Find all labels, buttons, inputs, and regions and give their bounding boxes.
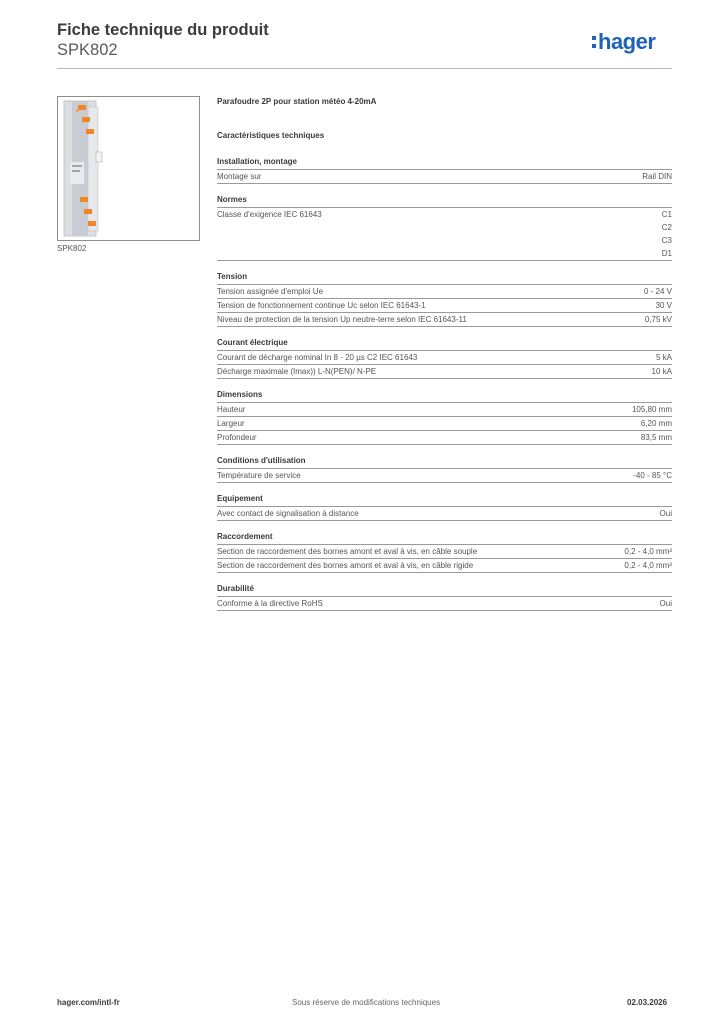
spec-label: Section de raccordement des bornes amont et aval à vis, en câble souple — [217, 547, 478, 556]
spec-value: 83,5 mm — [640, 433, 672, 442]
spec-value: 30 V — [655, 301, 672, 310]
spec-label: Niveau de protection de la tension Up neutre-terre selon IEC 61643-11 — [217, 315, 467, 324]
spec-label: Classe d'exigence IEC 61643 — [217, 210, 322, 219]
spec-label: Largeur — [217, 419, 245, 428]
spec-value: 0,75 kV — [644, 315, 672, 324]
spec-value: C1 C2 C3 D1 — [661, 210, 672, 258]
spec-value: -40 - 85 °C — [633, 471, 672, 480]
footer-website: hager.com/intl-fr — [57, 998, 120, 1007]
spec-value: Oui — [659, 599, 672, 608]
section-title: Courant électrique — [217, 337, 672, 351]
document-header — [57, 20, 269, 60]
spec-sections — [217, 156, 672, 611]
spec-section — [217, 455, 672, 483]
logo-text: hager — [598, 29, 656, 54]
spec-row — [217, 208, 672, 261]
spec-label: Tension de fonctionnement continue Uc selon IEC 61643-1 — [217, 301, 426, 310]
spec-row — [217, 597, 672, 611]
spec-row — [217, 365, 672, 379]
section-title: Normes — [217, 194, 672, 208]
spec-section — [217, 156, 672, 184]
spec-label: Section de raccordement des bornes amont et aval à vis, en câble rigide — [217, 561, 474, 570]
spec-label: Profondeur — [217, 433, 257, 442]
header-divider — [57, 68, 672, 69]
spec-value: 0,2 - 4,0 mm² — [624, 547, 672, 556]
spec-row — [217, 431, 672, 445]
spec-value: 5 kA — [655, 353, 672, 362]
spec-label: Décharge maximale (Imax)) L-N(PEN)/ N-PE — [217, 367, 377, 376]
section-title: Raccordement — [217, 531, 672, 545]
logo-colon-icon — [592, 36, 596, 48]
spec-section — [217, 493, 672, 521]
spec-value: 0 - 24 V — [643, 287, 672, 296]
spec-section — [217, 531, 672, 573]
spec-row — [217, 299, 672, 313]
spec-row — [217, 507, 672, 521]
footer-date: 02.03.2026 — [627, 998, 668, 1007]
section-title: Dimensions — [217, 389, 672, 403]
product-photo-icon — [58, 97, 199, 240]
section-title: Conditions d'utilisation — [217, 455, 672, 469]
spec-section — [217, 337, 672, 379]
product-reference: SPK802 — [57, 41, 118, 59]
spec-label: Hauteur — [217, 405, 246, 414]
section-title: Tension — [217, 271, 672, 285]
spec-value: 0,2 - 4,0 mm² — [624, 561, 672, 570]
spec-row — [217, 545, 672, 559]
spec-row — [217, 559, 672, 573]
section-title: Equipement — [217, 493, 672, 507]
hager-logo — [592, 29, 655, 55]
spec-label: Montage sur — [217, 172, 262, 181]
spec-label: Tension assignée d'emploi Ue — [217, 287, 324, 296]
spec-value: Rail DIN — [642, 172, 672, 181]
spec-label: Avec contact de signalisation à distance — [217, 509, 359, 518]
spec-row — [217, 313, 672, 327]
spec-section — [217, 583, 672, 611]
spec-value: 10 kA — [651, 367, 672, 376]
product-description: Parafoudre 2P pour station météo 4-20mA — [217, 97, 377, 106]
spec-section — [217, 271, 672, 327]
spec-section — [217, 389, 672, 445]
section-title: Installation, montage — [217, 156, 672, 170]
product-specifications — [217, 96, 672, 611]
document-title: Fiche technique du produit — [57, 21, 269, 39]
spec-label: Conforme à la directive RoHS — [217, 599, 323, 608]
spec-row — [217, 417, 672, 431]
spec-label: Température de service — [217, 471, 301, 480]
spec-row — [217, 403, 672, 417]
product-image-caption: SPK802 — [57, 244, 87, 253]
spec-row — [217, 285, 672, 299]
specifications-heading: Caractéristiques techniques — [217, 131, 325, 140]
spec-value: Oui — [659, 509, 672, 518]
spec-row — [217, 469, 672, 483]
spec-value: 105,80 mm — [631, 405, 672, 414]
product-image-frame — [57, 96, 200, 241]
spec-label: Courant de décharge nominal In 8 - 20 µs C2 IEC 61643 — [217, 353, 418, 362]
section-title: Durabilité — [217, 583, 672, 597]
footer-disclaimer: Sous réserve de modifications techniques — [292, 998, 441, 1007]
spec-value: 6,20 mm — [640, 419, 672, 428]
spec-row — [217, 170, 672, 184]
spec-row — [217, 351, 672, 365]
spec-section — [217, 194, 672, 261]
